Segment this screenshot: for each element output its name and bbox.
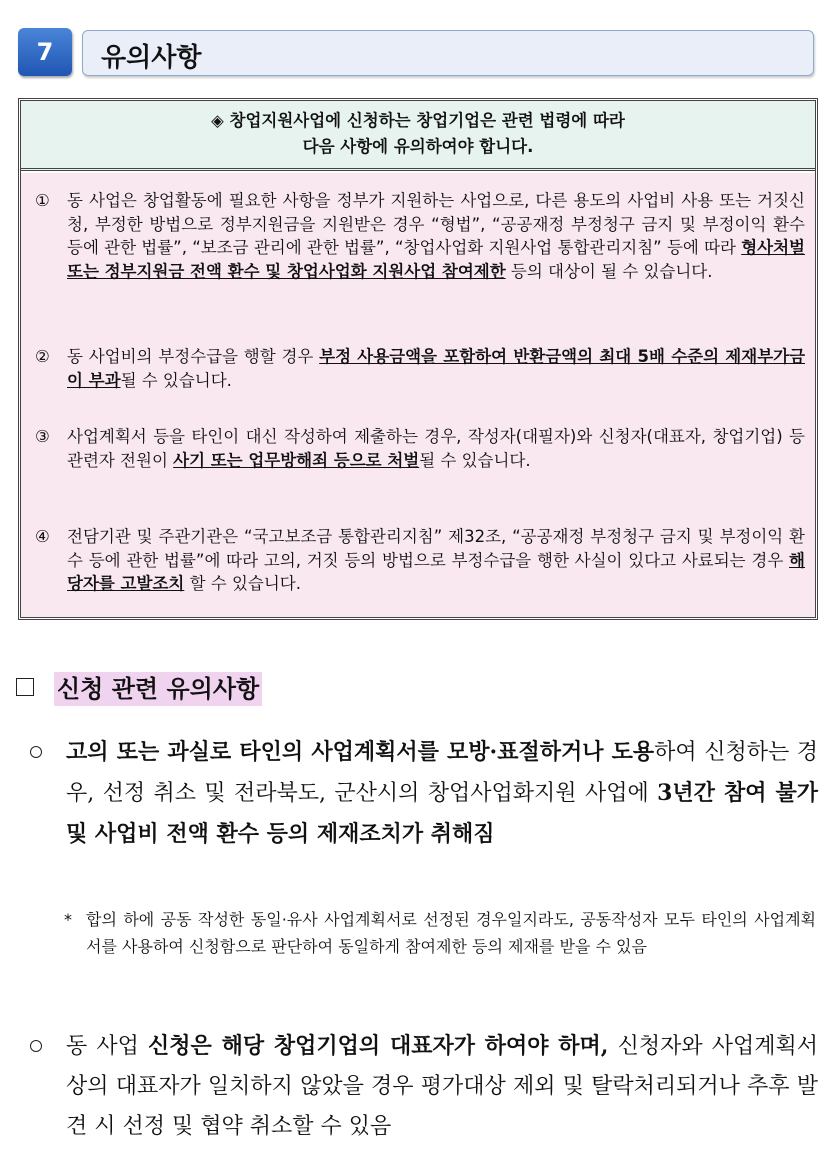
bullet-bold-text-2: 신청은 해당 창업기업의 대표자가 하여야 하며,	[148, 1033, 609, 1059]
section-title-box	[82, 30, 814, 76]
bullet-text: 동 사업	[66, 1034, 149, 1059]
item-text: 동 사업비의 부정수급을 행할 경우	[67, 347, 320, 366]
item-number: ③	[35, 427, 50, 446]
item-emphasis: 부정 사용금액을 포함하여 반환금액의 최대 5배 수준의 제재부가금이 부과	[67, 347, 806, 390]
item-text-end: 될 수 있습니다.	[120, 370, 232, 390]
notice-heading-line-1: ◈ 창업지원사업에 신청하는 창업기업은 관련 법령에 따라	[211, 111, 625, 130]
item-emphasis: 형사처벌 또는 정부지원금 전액 환수 및 창업사업화 지원사업 참여제한	[67, 238, 805, 281]
item-emphasis: 해당자를 고발조치	[67, 550, 805, 593]
subsection-title: 신청 관련 유의사항	[54, 672, 262, 706]
notice-box	[18, 98, 818, 620]
section-header	[18, 28, 814, 76]
notice-body	[21, 173, 815, 617]
bullet-text-2: 신청자와 사업계획서상의 대표자가 일치하지 않았을 경우 평가대상 제외 및 탈락처리되거나 추후 발견 시 선정 및 협약 취소할 수 있음	[66, 1034, 818, 1139]
item-text-end: 할 수 있습니다.	[184, 574, 301, 593]
item-number: ④	[35, 527, 50, 546]
notice-heading	[21, 101, 815, 171]
item-text-end: 될 수 있습니다.	[419, 450, 531, 470]
bullet-item-1	[30, 732, 818, 855]
bullet-bold-text-2: 3년간 참여 불가 및 사업비 전액 환수 등의 제재조치가 취해짐	[66, 780, 819, 847]
footnote-mark: *	[64, 910, 72, 929]
notice-item-4	[35, 525, 805, 596]
circle-bullet-icon	[30, 1040, 42, 1052]
item-text: 전담기관 및 주관기관은 “국고보조금 통합관리지침” 제32조, “공공재정 부정청구 금지 및 부정이익 환수 등에 관한 법률”에 따라 고의, 거짓 등의 방법으로 부정수급을 행한 사실이 있다고 사료되는 경우	[67, 527, 805, 570]
notice-item-3	[35, 425, 805, 472]
notice-item-2	[35, 345, 805, 392]
bullet-bold-text: 고의 또는 과실로 타인의 사업계획서를 모방·표절하거나 도용	[66, 739, 655, 765]
item-emphasis: 사기 또는 업무방해죄 등으로 처벌	[173, 450, 420, 470]
item-number: ②	[35, 347, 50, 366]
section-title: 유의사항	[101, 43, 202, 73]
item-text-end: 등의 대상이 될 수 있습니다.	[505, 261, 713, 281]
square-bullet-icon	[16, 678, 34, 696]
item-number: ①	[35, 191, 50, 210]
footnote-text: 합의 하에 공동 작성한 동일·유사 사업계획서로 선정된 경우일지라도, 공동작성자 모두 타인의 사업계획서를 사용하여 신청함으로 판단하여 동일하게 참여제한 등의 제재를 받을 수 있음	[86, 910, 816, 956]
bullet-text: 하여 신청하는 경우, 선정 취소 및 전라북도, 군산시의 창업사업화지원 사업에	[66, 740, 818, 806]
bullet-item-2	[30, 1026, 818, 1147]
footnote	[64, 906, 816, 960]
circle-bullet-icon	[30, 746, 42, 758]
notice-heading-line-2: 다음 사항에 유의하여야 합니다.	[302, 137, 534, 156]
item-text: 동 사업은 창업활동에 필요한 사항을 정부가 지원하는 사업으로, 다른 용도의 사업비 사용 또는 거짓신청, 부정한 방법으로 정부지원금을 지원받은 경우 “형법”, “공공재정 부정청구 금지 및 부정이익 환수 등에 관한 법률”, “보조금 관리에 관한 법률”, “창업사업화 지원사업 통합관리지침” 등에 따라	[67, 191, 805, 257]
item-text: 사업계획서 등을 타인이 대신 작성하여 제출하는 경우, 작성자(대필자)와 신청자(대표자, 창업기업) 등 관련자 전원이	[67, 427, 805, 470]
section-number-badge: 7	[18, 28, 72, 76]
notice-item-1	[35, 189, 805, 283]
